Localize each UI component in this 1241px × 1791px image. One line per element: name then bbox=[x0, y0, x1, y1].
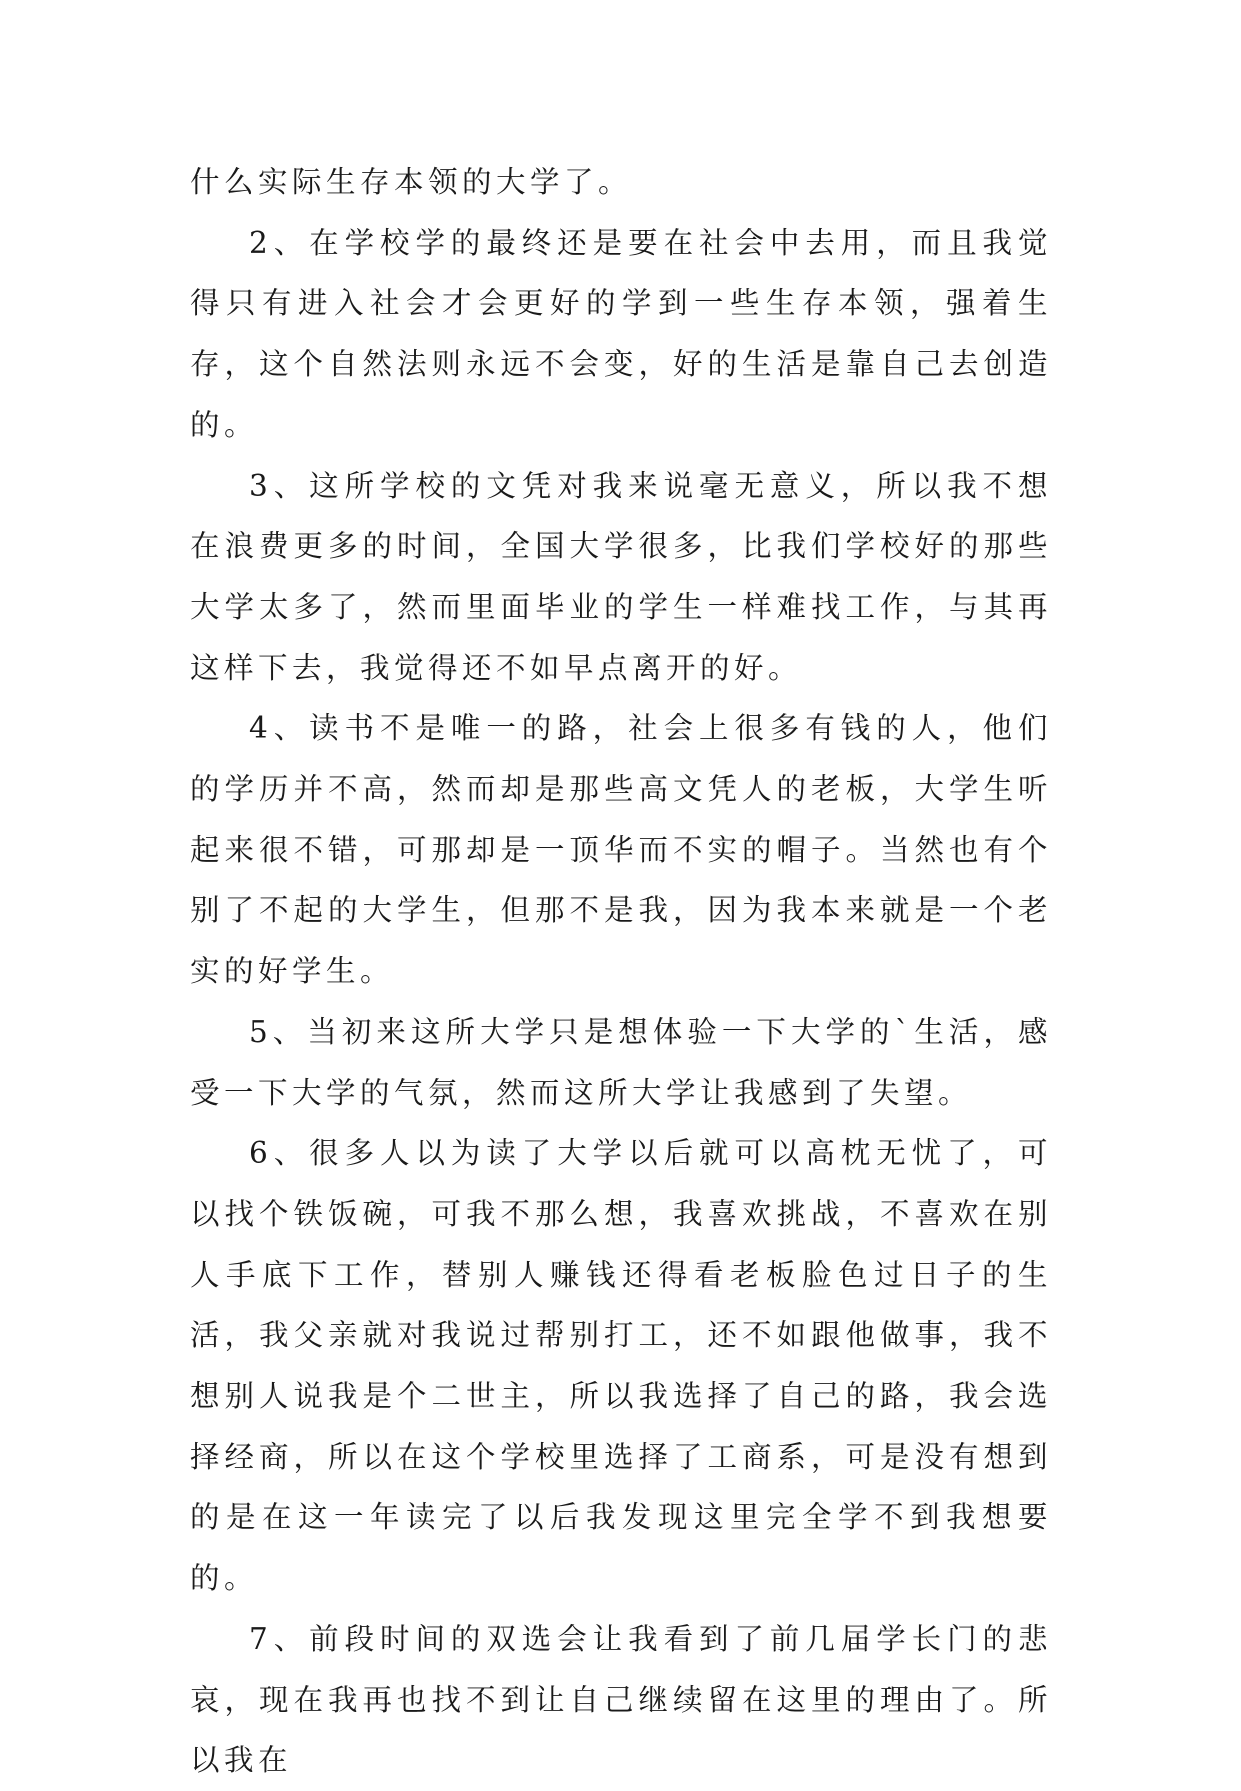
paragraph-continuation: 什么实际生存本领的大学了。 bbox=[190, 165, 633, 199]
paragraph-item-2: 2、在学校学的最终还是要在社会中去用，而且我觉得只有进入社会才会更好的学到一些生存本领，强着生存，这个自然法则永远不会变，好的生活是靠自己去创造的。 bbox=[190, 225, 1052, 442]
paragraph-item-3: 3、这所学校的文凭对我来说毫无意义，所以我不想在浪费更多的时间，全国大学很多，比我们学校好的那些大学太多了，然而里面毕业的学生一样难找工作，与其再这样下去，我觉得还不如早点离开的好。 bbox=[190, 468, 1052, 685]
paragraph-item-7: 7、前段时间的双选会让我看到了前几届学长门的悲哀，现在我再也找不到让自己继续留在这里的理由了。所以我在 bbox=[190, 1621, 1052, 1778]
paragraph-item-5: 5、当初来这所大学只是想体验一下大学的`生活，感受一下大学的气氛，然而这所大学让我感到了失望。 bbox=[190, 1014, 1052, 1110]
document-body bbox=[190, 152, 1052, 1791]
paragraph-item-4: 4、读书不是唯一的路，社会上很多有钱的人，他们的学历并不高，然而却是那些高文凭人的老板，大学生听起来很不错，可那却是一顶华而不实的帽子。当然也有个别了不起的大学生，但那不是我，因为我本来就是一个老实的好学生。 bbox=[190, 711, 1052, 989]
paragraph-item-6: 6、很多人以为读了大学以后就可以高枕无忧了，可以找个铁饭碗，可我不那么想，我喜欢挑战，不喜欢在别人手底下工作，替别人赚钱还得看老板脸色过日子的生活，我父亲就对我说过帮别打工，还不如跟他做事，我不想别人说我是个二世主，所以我选择了自己的路，我会选择经商，所以在这个学校里选择了工商系，可是没有想到的是在这一年读完了以后我发现这里完全学不到我想要的。 bbox=[190, 1136, 1052, 1596]
